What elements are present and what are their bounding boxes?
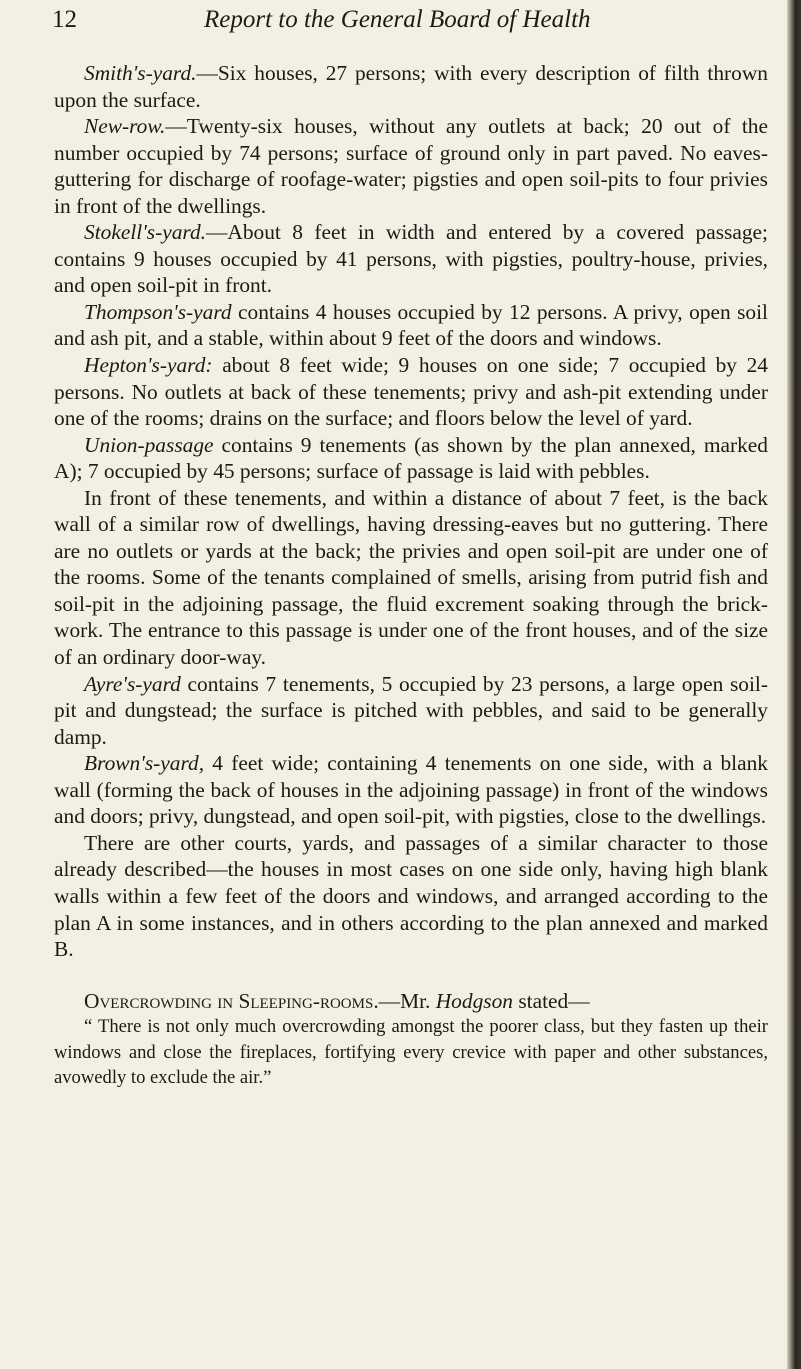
- place-name: New-row.: [84, 114, 166, 139]
- paragraph: [54, 113, 768, 219]
- paragraph-text: —Six houses, 27 persons; with every description of filth thrown upon the surface.: [54, 61, 768, 112]
- running-header: [52, 2, 772, 42]
- paragraph: [54, 485, 768, 671]
- place-name: Brown's-yard,: [84, 751, 205, 776]
- page-edge-shadow: [787, 0, 801, 1369]
- speaker-name: Hodgson: [435, 988, 513, 1013]
- paragraph: [54, 750, 768, 830]
- place-name: Thompson's-yard: [84, 299, 232, 324]
- section-heading: Overcrowding in Sleeping-rooms.: [84, 988, 379, 1013]
- paragraph-text: about 8 feet wide; 9 houses on one side; 7 occupied by 24 persons. No outlets at back of these tenements; privy and ash-pit extending under one of the rooms; drains on the surface; and floors below the level of yard.: [54, 353, 768, 431]
- paragraph-text: contains 7 tenements, 5 occupied by 23 persons, a large open soil-pit and dungstead; the surface is pitched with pebbles, and said to be generally damp.: [54, 671, 768, 749]
- paragraph-text: There are other courts, yards, and passages of a similar character to those already described—the houses in most cases on one side only, having high blank walls within a few feet of the doors and windows, and arranged according to the plan A in some instances, and in others according to the plan annexed and marked B.: [54, 830, 768, 962]
- speaker-verb: stated—: [512, 988, 590, 1013]
- place-name: Stokell's-yard.: [84, 220, 206, 245]
- paragraph: [54, 830, 768, 963]
- place-name: Smith's-yard.: [84, 61, 197, 85]
- speaker-prefix: —Mr.: [378, 988, 436, 1013]
- paragraph: [54, 671, 768, 751]
- section-paragraph: [54, 988, 768, 1015]
- paragraph-text: —About 8 feet in width and entered by a covered passage; contains 9 houses occupied by 41 persons, with pigsties, poultry-house, privies, and open soil-pit in front.: [54, 220, 768, 298]
- paragraph-text: —Twenty-six houses, without any outlets at back; 20 out of the number occupied by 74 persons; surface of ground only in part paved. No eaves-guttering for discharge of roofage-water; pigsties and open soil-pits to four privies in front of the dwellings.: [54, 114, 768, 218]
- paragraph: [54, 352, 768, 432]
- place-name: Ayre's-yard: [84, 671, 181, 696]
- paragraph-text: 4 feet wide; containing 4 tenements on one side, with a blank wall (forming the back of houses in the adjoining passage) in front of the windows and doors; privy, dungstead, and open soil-pit, with pigsties, close to the dwellings.: [54, 751, 768, 829]
- paragraph-text: In front of these tenements, and within a distance of about 7 feet, is the back wall of a similar row of dwellings, having dressing-eaves but no guttering. There are no outlets or yards at the back; the privies and open soil-pit are under one of the rooms. Some of the tenants complained of smells, arising from putrid fish and soil-pit in the adjoining passage, the fluid excrement soaking through the brick-work. The entrance to this passage is under one of the front houses, and of the size of an ordinary door-way.: [54, 485, 768, 670]
- place-name: Hepton's-yard:: [84, 353, 213, 378]
- paragraph: [54, 219, 768, 299]
- paragraph-text: contains 9 tenements (as shown by the plan annexed, marked A); 7 occupied by 45 persons; surface of passage is laid with pebbles.: [54, 432, 768, 484]
- page-body: [54, 60, 768, 1091]
- paragraph: [54, 299, 768, 352]
- paragraph: [54, 60, 768, 113]
- running-title: Report to the General Board of Health: [204, 6, 591, 33]
- page-number: 12: [52, 6, 77, 33]
- place-name: Union-passage: [84, 432, 214, 457]
- paragraph: [54, 432, 768, 485]
- paragraph-text: contains 4 houses occupied by 12 persons. A privy, open soil and ash pit, and a stable, within about 9 feet of the doors and windows.: [54, 299, 768, 351]
- quotation: “ There is not only much overcrowding amongst the poorer class, but they fasten up their windows and close the fireplaces, fortifying every crevice with paper and other substances, avowedly to exclude the air.”: [54, 1016, 768, 1089]
